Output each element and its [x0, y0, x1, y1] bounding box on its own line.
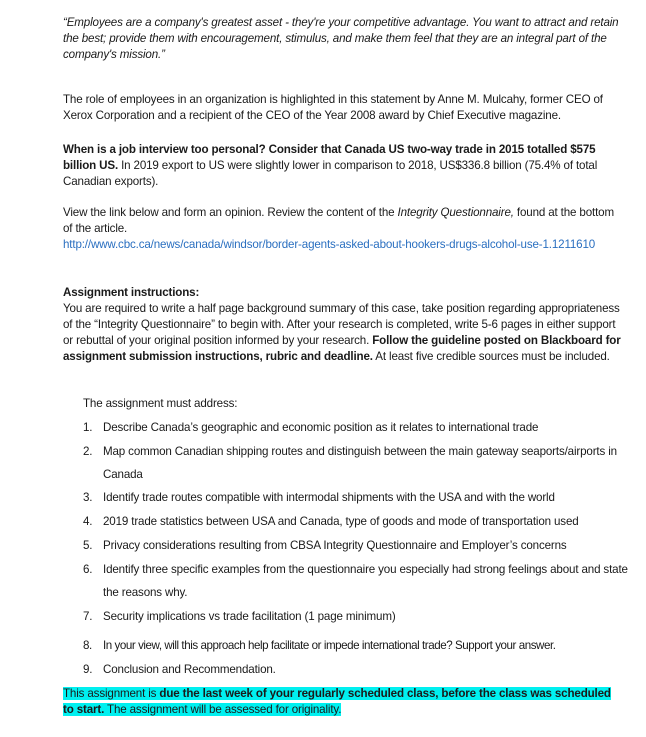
item-text: Describe Canada’s geographic and economic position as it relates to international trade — [103, 421, 539, 434]
item-text: In your view, will this approach help facilitate or impede international trade? Support your answer. — [103, 639, 556, 652]
item-number: 1. — [83, 421, 93, 434]
article-link[interactable]: http://www.cbc.ca/news/canada/windsor/border-agents-asked-about-hookers-drugs-alcohol-use-1.1211610 — [63, 238, 596, 251]
item-number: 6. — [83, 563, 93, 576]
due-text: This assignment is — [63, 687, 160, 700]
item-number: 5. — [83, 539, 93, 552]
item-number: 4. — [83, 515, 93, 528]
item-number: 2. — [83, 445, 93, 458]
instructions-paragraph — [63, 285, 623, 365]
item-number: 9. — [83, 663, 93, 676]
must-address-label: The assignment must address: — [83, 397, 238, 410]
view-text: View the link below and form an opinion. Review the content of the — [63, 206, 398, 219]
list-item — [83, 514, 628, 530]
item-text: Conclusion and Recommendation. — [103, 663, 276, 676]
due-text-2: The assignment will be assessed for originality. — [104, 703, 342, 716]
item-number: 8. — [83, 639, 92, 652]
item-text: Identify trade routes compatible with intermodal shipments with the USA and with the world — [103, 491, 555, 504]
item-text: Privacy considerations resulting from CBSA Integrity Questionnaire and Employer’s concerns — [103, 539, 567, 552]
intro-paragraph: The role of employees in an organization is highlighted in this statement by Anne M. Mulcahy, former CEO of Xerox Corporation and a recipient of the CEO of the Year 2008 award by Chief Executive magazine. — [63, 93, 603, 122]
instructions-text-2: At least five credible sources must be included. — [372, 350, 610, 363]
view-italic: Integrity Questionnaire, — [397, 206, 514, 219]
list-item — [83, 638, 628, 654]
list-item — [83, 420, 628, 436]
list-item — [83, 662, 628, 678]
view-text-2: found at the bottom of the article. — [63, 206, 614, 235]
item-text: Map common Canadian shipping routes and distinguish between the main gateway seaports/airports in Canada — [103, 445, 617, 481]
due-bold: due the last week of your regularly scheduled class, before the class was scheduled to start. — [63, 687, 611, 716]
quote-paragraph: “Employees are a company's greatest asset - they're your competitive advantage. You want to attract and retain the best; provide them with encouragement, stimulus, and make them feel that they are an integral part of the company's mission.” — [63, 16, 619, 61]
list-item — [83, 490, 628, 506]
item-number: 3. — [83, 491, 93, 504]
item-text: Security implications vs trade facilitation (1 page minimum) — [103, 610, 396, 623]
trade-bold: When is a job interview too personal? Consider that Canada US two-way trade in 2015 totalled $575 billion US. — [63, 143, 596, 172]
trade-text: In 2019 export to US were slightly lower in comparison to 2018, US$336.8 billion (75.4% of total Canadian exports). — [63, 159, 598, 188]
list-item — [83, 440, 628, 486]
list-item — [83, 609, 628, 625]
item-text: Identify three specific examples from the questionnaire you especially had strong feelings about and state the reasons why. — [103, 563, 628, 599]
list-item — [83, 558, 628, 604]
instructions-text: You are required to write a half page background summary of this case, take position regarding appropriateness of the “Integrity Questionnaire” to begin with. After your research is completed, write 5-6 pages in either support or rebuttal of your original position informed by your research. — [63, 302, 620, 347]
instructions-bold: Follow the guideline posted on Blackboard for assignment submission instructions, rubric and deadline. — [63, 334, 621, 363]
view-paragraph — [63, 205, 623, 253]
due-paragraph — [63, 686, 623, 718]
item-number: 7. — [83, 610, 93, 623]
trade-paragraph — [63, 142, 623, 190]
item-text: 2019 trade statistics between USA and Canada, type of goods and mode of transportation used — [103, 515, 579, 528]
list-item — [83, 538, 628, 554]
instructions-heading: Assignment instructions: — [63, 286, 200, 299]
